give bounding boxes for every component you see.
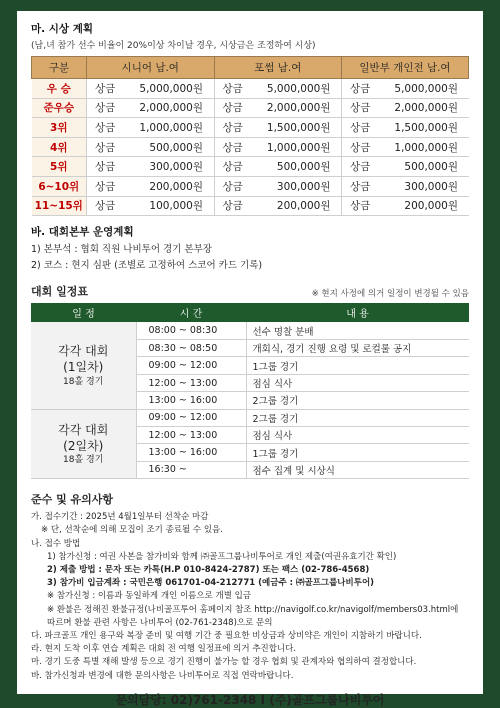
prize-amount-cell [87, 79, 215, 99]
schedule-row [31, 322, 469, 339]
schedule-day-cell [31, 322, 136, 409]
rules-line: 따르며 환불 관련 사항은 나비투어 (02-761-2348)으로 문의 [47, 617, 273, 628]
prize-rank: 4위 [32, 137, 87, 157]
rules-line: 마. 경기 도중 특별 재해 발생 등으로 경기 진행이 불가능 할 경우 협회 및 관계자와 협의하여 결정합니다. [31, 657, 417, 668]
prize-label: 상금 [95, 200, 116, 213]
prize-amount-cell [342, 98, 469, 118]
prize-row [32, 157, 469, 177]
prize-label: 상금 [95, 161, 116, 174]
prize-value: 300,000원 [404, 180, 458, 193]
prize-label: 상금 [350, 180, 371, 193]
prize-amount-cell [87, 176, 215, 196]
prize-row [32, 118, 469, 138]
prize-value: 5,000,000원 [139, 82, 203, 95]
schedule-title: 대회 일정표 [31, 285, 88, 299]
prize-value: 2,000,000원 [139, 102, 203, 115]
ops-section-title: 바. 대회본부 운영계획 [31, 226, 134, 239]
schedule-content: 점수 집계 및 시상식 [246, 461, 469, 478]
prize-amount-cell [87, 98, 215, 118]
prize-header-category: 구분 [32, 57, 87, 79]
schedule-heading [31, 283, 469, 299]
rules-line: 바. 참가신청과 변경에 대한 문의사항은 나비투어로 직접 연락바랍니다. [31, 670, 294, 681]
prize-value: 2,000,000원 [394, 102, 458, 115]
prize-amount-cell [342, 118, 469, 138]
schedule-time: 13:00 ~ 16:00 [136, 392, 246, 409]
schedule-day-label: (1일차) [63, 360, 104, 375]
prize-amount-cell [214, 157, 342, 177]
prize-value: 5,000,000원 [266, 82, 331, 95]
schedule-day-cell [31, 409, 136, 479]
prize-amount-cell [214, 118, 342, 138]
prize-value: 2,000,000원 [266, 102, 331, 115]
schedule-row [31, 409, 469, 426]
prize-value: 1,000,000원 [139, 121, 203, 134]
prize-section-title: 마. 시상 계획 [31, 23, 94, 35]
prize-value: 500,000원 [149, 141, 203, 154]
prize-label: 상금 [95, 180, 116, 193]
rules-line: 가. 접수기간 : 2025년 4월1일부터 선착순 마감 [31, 512, 209, 523]
prize-value: 200,000원 [276, 200, 331, 213]
schedule-time: 08:00 ~ 08:30 [136, 322, 246, 339]
prize-row [32, 176, 469, 196]
contact-info: 문의담당: 02)761-2348 I (주)골프그룹나비투어 [115, 692, 385, 707]
schedule-content: 2그룹 경기 [246, 409, 469, 426]
prize-label: 상금 [350, 141, 371, 154]
prize-label: 상금 [95, 82, 116, 95]
schedule-content: 점심 식사 [246, 374, 469, 391]
prize-value: 1,500,000원 [394, 121, 458, 134]
prize-rank: 준우승 [32, 98, 87, 118]
prize-amount-cell [214, 98, 342, 118]
rules-line: ※ 단, 선착순에 의해 모집이 조기 종료될 수 있음. [41, 525, 223, 536]
prize-value: 5,000,000원 [394, 82, 458, 95]
rules-line: 3) 참가비 입금계좌 : 국민은행 061701-04-212771 (예금주 : ㈜골프그룹나비투어) [47, 578, 375, 589]
prize-rank: 5위 [32, 157, 87, 177]
prize-label: 상금 [222, 82, 243, 95]
prize-value: 500,000원 [404, 161, 458, 174]
schedule-content: 선수 명찰 분배 [246, 322, 469, 339]
prize-rank: 우 승 [32, 79, 87, 99]
prize-amount-cell [214, 137, 342, 157]
prize-label: 상금 [222, 102, 243, 115]
prize-amount-cell [342, 157, 469, 177]
prize-value: 200,000원 [404, 200, 458, 213]
prize-header-senior: 시니어 남.여 [87, 57, 215, 79]
prize-row [32, 98, 469, 118]
schedule-day-label: 18홀 경기 [63, 455, 104, 465]
rules-section [31, 491, 469, 683]
prize-label: 상금 [350, 102, 371, 115]
prize-label: 상금 [95, 121, 116, 134]
ops-line-1: 1) 본부석 : 협회 직원 나비투어 경기 본부장 [31, 244, 212, 256]
prize-amount-cell [342, 176, 469, 196]
prize-row [32, 137, 469, 157]
schedule-header-content: 내 용 [246, 303, 469, 322]
rules-line: ※ 환불은 정해진 환불규정(나비골프투어 홈페이지 참조 http://navigolf.co.kr/navigolf/members03.html에 [47, 604, 459, 615]
schedule-time: 12:00 ~ 13:00 [136, 374, 246, 391]
schedule-day-label: 각각 대회 [58, 344, 109, 359]
prize-value: 200,000원 [149, 180, 203, 193]
prize-amount-cell [214, 196, 342, 216]
prize-label: 상금 [222, 141, 243, 154]
prize-table [31, 56, 469, 216]
schedule-day-label: (2일차) [63, 438, 104, 453]
rules-line: 다. 파크골프 개인 용구와 복장 준비 및 여행 기간 중 필요한 비상금과 상비약은 개인이 지참하기 바랍니다. [31, 631, 422, 641]
prize-table-body [32, 79, 469, 216]
document-page [17, 11, 483, 707]
schedule-note: ※ 현지 사정에 의거 일정이 변경될 수 있음 [311, 289, 469, 300]
schedule-content: 1그룹 경기 [246, 444, 469, 461]
rules-title: 준수 및 유의사항 [31, 493, 114, 507]
prize-value: 1,000,000원 [394, 141, 458, 154]
rules-line: 라. 현지 도착 이후 연습 계획은 대회 전 여행 일정표에 의거 추진합니다. [31, 644, 297, 655]
schedule-time: 12:00 ~ 13:00 [136, 427, 246, 444]
prize-section-note: (남,녀 참가 선수 비율이 20%이상 차이날 경우, 시상금은 조정하여 시상) [31, 41, 316, 51]
schedule-table-header [31, 303, 469, 322]
prize-label: 상금 [222, 121, 243, 134]
ops-line-2: 2) 코스 : 현지 심판 (조별로 고정하여 스코어 카드 기록) [31, 260, 263, 272]
prize-row [32, 196, 469, 216]
prize-row [32, 79, 469, 99]
prize-table-header [32, 57, 469, 79]
prize-value: 1,500,000원 [266, 121, 331, 134]
prize-amount-cell [87, 157, 215, 177]
prize-amount-cell [87, 137, 215, 157]
prize-amount-cell [342, 137, 469, 157]
rules-line: 나. 접수 방법 [31, 538, 81, 549]
schedule-content: 2그룹 경기 [246, 392, 469, 409]
prize-label: 상금 [350, 200, 371, 213]
schedule-content: 개회식, 경기 진행 요령 및 로컬룰 공지 [246, 340, 469, 357]
schedule-table [31, 303, 469, 479]
rules-line: ※ 참가신청 : 이름과 동일하게 개인 이름으로 개별 입금 [47, 591, 252, 602]
prize-label: 상금 [222, 180, 243, 193]
rules-line: 1) 참가신청 : 여권 사본을 참가비와 함께 ㈜골프그룹나비투어로 개인 제출(여권유효기간 확인) [47, 551, 397, 562]
prize-header-individual: 일반부 개인전 남.여 [342, 57, 469, 79]
prize-label: 상금 [350, 121, 371, 134]
prize-value: 100,000원 [149, 200, 203, 213]
schedule-header-time: 시 간 [136, 303, 246, 322]
prize-rank: 3위 [32, 118, 87, 138]
prize-amount-cell [87, 118, 215, 138]
prize-label: 상금 [350, 161, 371, 174]
prize-value: 1,000,000원 [266, 141, 331, 154]
schedule-time: 16:30 ~ [136, 461, 246, 478]
ops-section [31, 224, 469, 271]
schedule-table-body [31, 322, 469, 479]
prize-rank: 11~15위 [32, 196, 87, 216]
prize-label: 상금 [350, 82, 371, 95]
schedule-time: 08:30 ~ 08:50 [136, 340, 246, 357]
schedule-header-day: 일 정 [31, 303, 136, 322]
schedule-time: 13:00 ~ 16:00 [136, 444, 246, 461]
rules-line: 2) 제출 방법 : 문자 또는 카톡(H.P 010-8424-2787) 또는 팩스 (02-786-4568) [47, 564, 370, 575]
prize-amount-cell [87, 196, 215, 216]
schedule-content: 점심 식사 [246, 427, 469, 444]
rules-list [31, 511, 469, 683]
prize-rank: 6~10위 [32, 176, 87, 196]
prize-label: 상금 [95, 141, 116, 154]
schedule-content: 1그룹 경기 [246, 357, 469, 374]
prize-value: 500,000원 [276, 161, 331, 174]
schedule-day-label: 각각 대회 [58, 422, 109, 437]
prize-amount-cell [214, 79, 342, 99]
prize-header-foursome: 포썸 남.여 [214, 57, 342, 79]
prize-amount-cell [214, 176, 342, 196]
schedule-time: 09:00 ~ 12:00 [136, 409, 246, 426]
prize-label: 상금 [222, 161, 243, 174]
prize-amount-cell [342, 79, 469, 99]
schedule-time: 09:00 ~ 12:00 [136, 357, 246, 374]
prize-label: 상금 [222, 200, 243, 213]
prize-label: 상금 [95, 102, 116, 115]
prize-value: 300,000원 [149, 161, 203, 174]
prize-amount-cell [342, 196, 469, 216]
prize-value: 300,000원 [276, 180, 331, 193]
schedule-day-label: 18홀 경기 [63, 376, 104, 387]
